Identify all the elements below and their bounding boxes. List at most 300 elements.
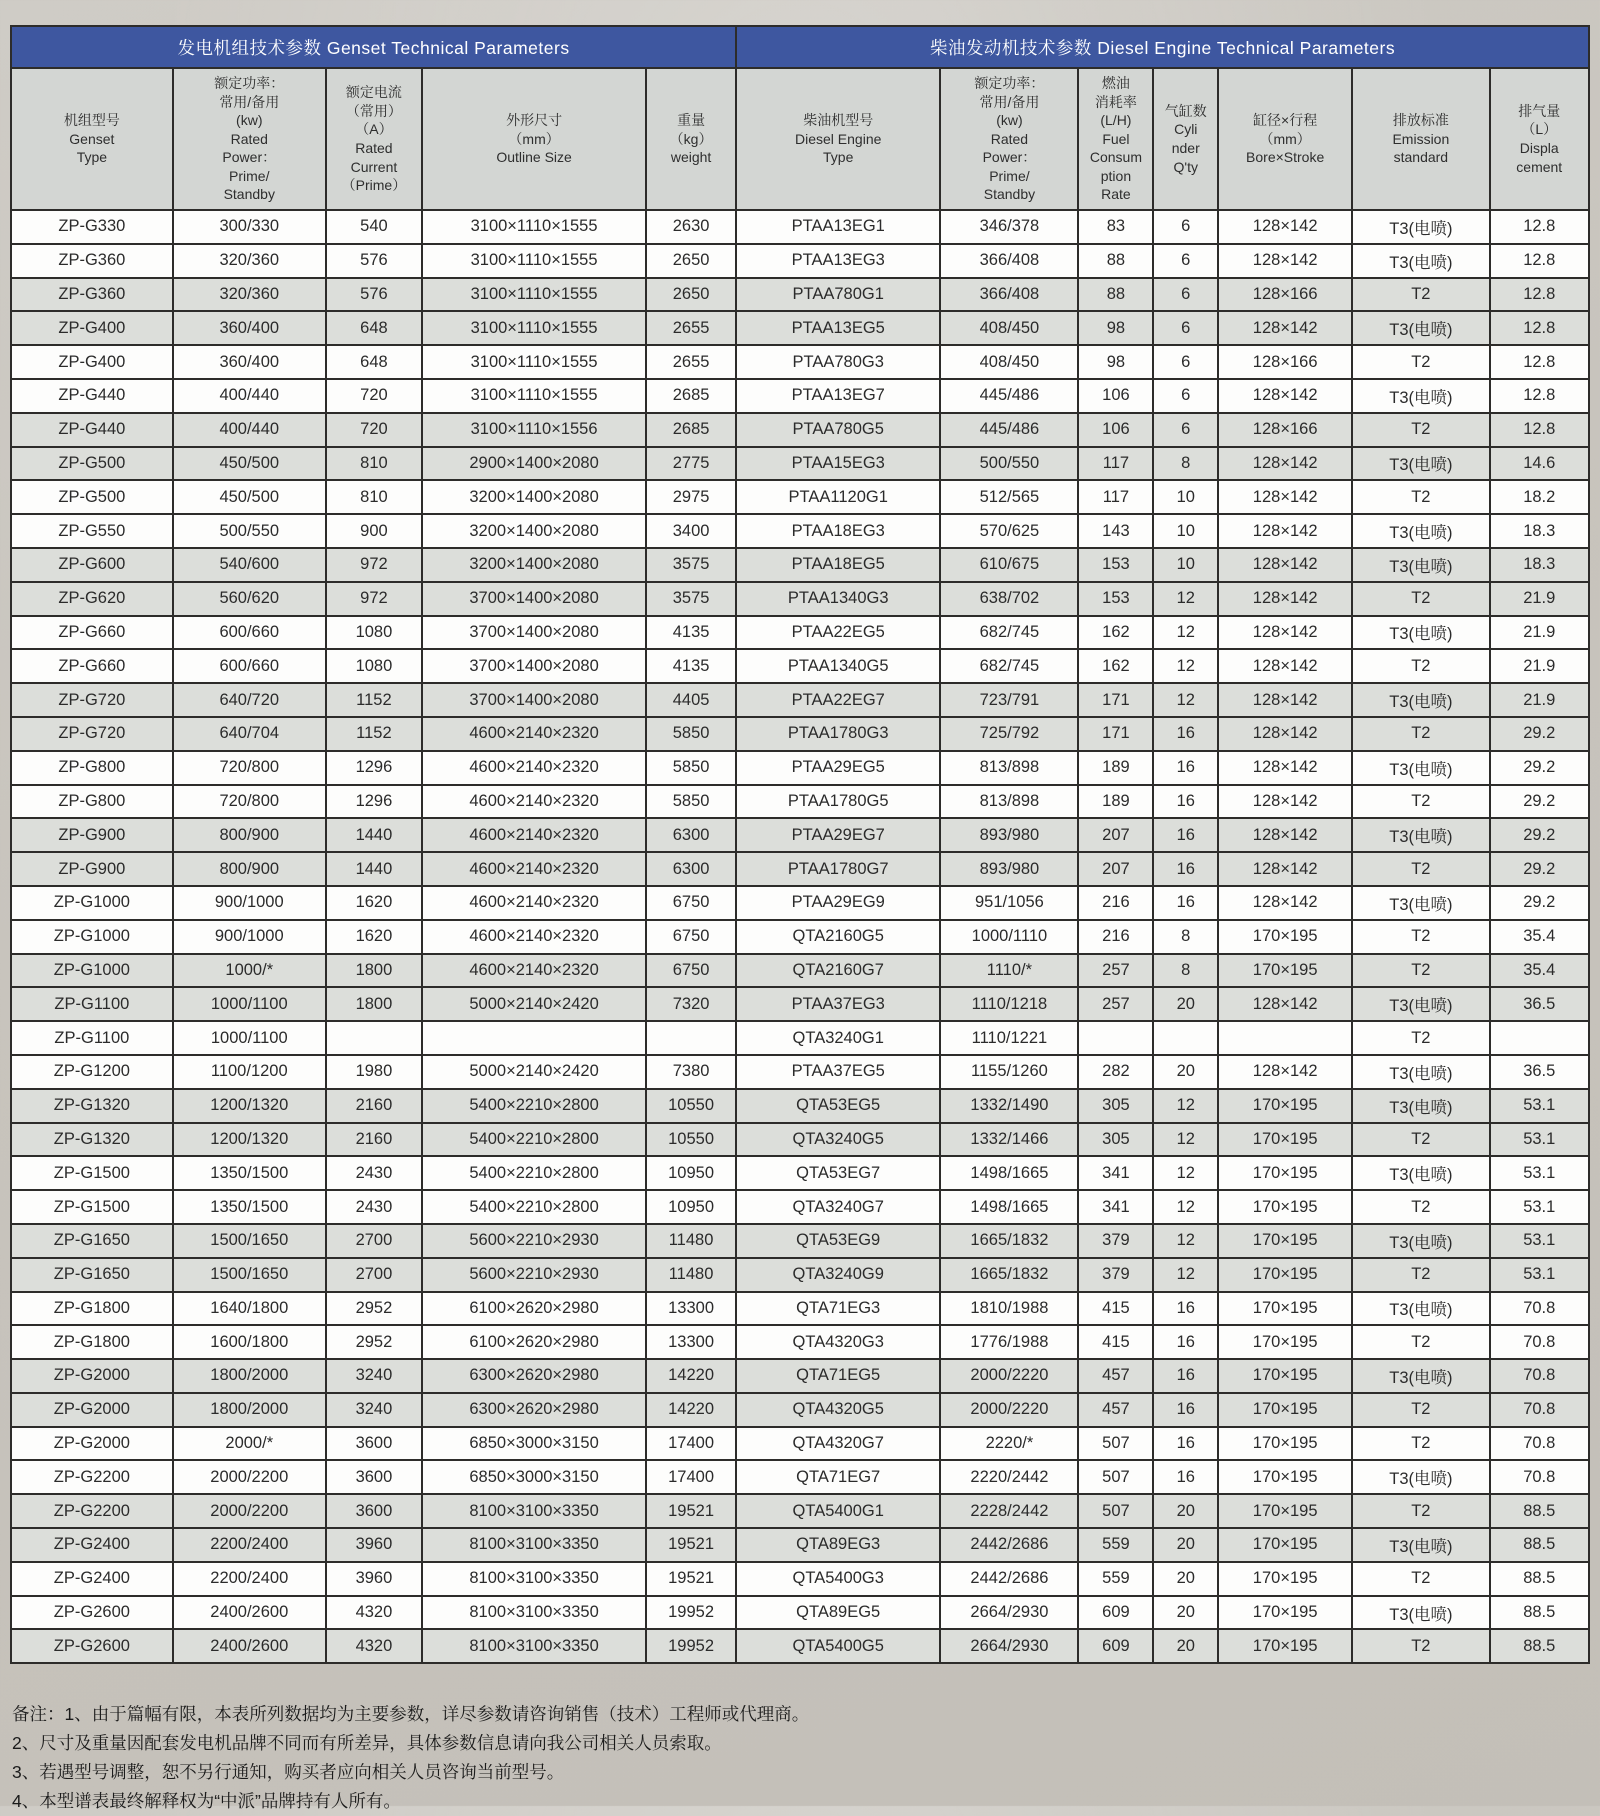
cell-outline_size: 6100×2620×2980 (422, 1292, 646, 1326)
header-line: Rated (990, 130, 1029, 147)
cell-fuel_consumption: 609 (1078, 1596, 1153, 1630)
cell-outline_size: 3100×1110×1555 (422, 244, 646, 278)
cell-cylinder_qty: 12 (1153, 1190, 1218, 1224)
header-line: nder (1171, 140, 1200, 156)
cell-genset_type: ZP-G1650 (11, 1258, 173, 1292)
header-line: （mm） (1259, 130, 1311, 147)
cell-weight: 17400 (646, 1427, 736, 1461)
cell-cylinder_qty: 16 (1153, 1393, 1218, 1427)
column-header-bore_stroke (1218, 68, 1352, 210)
header-line: Current (350, 158, 398, 175)
cell-cylinder_qty: 8 (1153, 920, 1218, 954)
spec-row (11, 1528, 1589, 1562)
cell-engine_type: PTAA29EG7 (736, 818, 940, 852)
cell-weight: 7320 (646, 987, 736, 1021)
cell-engine_rated_power: 682/745 (940, 649, 1078, 683)
cell-outline_size: 3200×1400×2080 (422, 548, 646, 582)
spec-row (11, 886, 1589, 920)
cell-engine_rated_power: 2442/2686 (940, 1562, 1078, 1596)
spec-row (11, 987, 1589, 1021)
cell-bore_stroke: 128×142 (1218, 210, 1352, 244)
cell-cylinder_qty: 6 (1153, 244, 1218, 278)
cell-engine_type: PTAA780G3 (736, 345, 940, 379)
spec-row (11, 311, 1589, 345)
cell-displacement: 70.8 (1490, 1460, 1590, 1494)
header-line: Prime/ (989, 167, 1030, 184)
cell-cylinder_qty: 20 (1153, 1528, 1218, 1562)
cell-fuel_consumption: 379 (1078, 1224, 1153, 1258)
cell-weight (646, 1021, 736, 1055)
cell-outline_size: 5000×2140×2420 (422, 987, 646, 1021)
header-line: (L/H) (1100, 112, 1132, 129)
cell-weight: 6750 (646, 954, 736, 988)
cell-genset_type: ZP-G1200 (11, 1055, 173, 1089)
cell-outline_size: 6850×3000×3150 (422, 1460, 646, 1494)
footnote-line: 3、若遇型号调整，恕不另行通知，购买者应向相关人员咨询当前型号。 (12, 1762, 565, 1782)
cell-genset_type: ZP-G1100 (11, 1021, 173, 1055)
cell-genset_rated_power: 450/500 (173, 480, 326, 514)
cell-cylinder_qty: 12 (1153, 616, 1218, 650)
cell-fuel_consumption: 88 (1078, 244, 1153, 278)
cell-emission_standard: T3(电喷) (1352, 751, 1489, 785)
header-line: Consum (1089, 149, 1142, 166)
cell-weight: 13300 (646, 1325, 736, 1359)
cell-rated_current: 3240 (326, 1359, 422, 1393)
cell-cylinder_qty: 16 (1153, 785, 1218, 819)
cell-fuel_consumption: 171 (1078, 683, 1153, 717)
cell-bore_stroke: 128×142 (1218, 582, 1352, 616)
cell-rated_current: 1296 (326, 751, 422, 785)
cell-outline_size: 5400×2210×2800 (422, 1089, 646, 1123)
cell-weight: 5850 (646, 751, 736, 785)
cell-cylinder_qty: 6 (1153, 413, 1218, 447)
cell-fuel_consumption: 507 (1078, 1427, 1153, 1461)
cell-bore_stroke: 128×142 (1218, 244, 1352, 278)
cell-genset_rated_power: 1500/1650 (173, 1258, 326, 1292)
column-header-rated_current (326, 68, 422, 210)
spec-row (11, 1629, 1589, 1663)
cell-weight: 4135 (646, 649, 736, 683)
spec-row (11, 1494, 1589, 1528)
cell-weight: 6300 (646, 818, 736, 852)
cell-genset_rated_power: 1800/2000 (173, 1393, 326, 1427)
spec-row (11, 616, 1589, 650)
cell-bore_stroke: 170×195 (1218, 1123, 1352, 1157)
cell-fuel_consumption: 98 (1078, 345, 1153, 379)
spec-row (11, 1325, 1589, 1359)
cell-emission_standard: T3(电喷) (1352, 1528, 1489, 1562)
header-line: 排气量 (1518, 102, 1561, 119)
header-line: 柴油机型号 (803, 112, 874, 129)
column-header-engine_rated_power (940, 68, 1078, 210)
column-header-genset_rated_power (173, 68, 326, 210)
cell-genset_type: ZP-G900 (11, 852, 173, 886)
cell-bore_stroke: 170×195 (1218, 1156, 1352, 1190)
cell-cylinder_qty: 12 (1153, 1123, 1218, 1157)
cell-engine_type: QTA4320G7 (736, 1427, 940, 1461)
cell-engine_type: PTAA22EG5 (736, 616, 940, 650)
cell-outline_size: 8100×3100×3350 (422, 1562, 646, 1596)
cell-rated_current: 2700 (326, 1258, 422, 1292)
cell-cylinder_qty: 6 (1153, 278, 1218, 312)
cell-bore_stroke: 128×142 (1218, 480, 1352, 514)
cell-bore_stroke: 170×195 (1218, 954, 1352, 988)
cell-genset_type: ZP-G500 (11, 480, 173, 514)
cell-bore_stroke: 170×195 (1218, 1427, 1352, 1461)
cell-cylinder_qty: 12 (1153, 582, 1218, 616)
cell-rated_current: 1152 (326, 683, 422, 717)
cell-rated_current: 576 (326, 244, 422, 278)
cell-cylinder_qty: 16 (1153, 818, 1218, 852)
cell-genset_type: ZP-G2000 (11, 1393, 173, 1427)
cell-fuel_consumption: 98 (1078, 311, 1153, 345)
cell-genset_type: ZP-G1000 (11, 920, 173, 954)
cell-rated_current: 900 (326, 514, 422, 548)
cell-emission_standard: T3(电喷) (1352, 1224, 1489, 1258)
header-line: Bore×Stroke (1246, 149, 1325, 166)
cell-emission_standard: T2 (1352, 1494, 1489, 1528)
cell-engine_rated_power: 2664/2930 (940, 1629, 1078, 1663)
cell-engine_type: PTAA22EG7 (736, 683, 940, 717)
cell-outline_size: 6300×2620×2980 (422, 1359, 646, 1393)
cell-weight: 14220 (646, 1393, 736, 1427)
cell-bore_stroke: 128×142 (1218, 514, 1352, 548)
cell-fuel_consumption: 216 (1078, 886, 1153, 920)
cell-engine_type: QTA5400G3 (736, 1562, 940, 1596)
cell-engine_rated_power: 951/1056 (940, 886, 1078, 920)
cell-engine_rated_power: 1498/1665 (940, 1190, 1078, 1224)
cell-rated_current: 3240 (326, 1393, 422, 1427)
cell-genset_rated_power: 900/1000 (173, 920, 326, 954)
cell-genset_rated_power: 2000/2200 (173, 1460, 326, 1494)
header-line: 气缸数 (1164, 102, 1207, 119)
cell-bore_stroke: 128×142 (1218, 649, 1352, 683)
cell-emission_standard: T2 (1352, 1325, 1489, 1359)
header-line: （mm） (508, 130, 560, 147)
cell-rated_current: 648 (326, 345, 422, 379)
header-line: 排放标准 (1392, 112, 1449, 129)
cell-engine_rated_power: 1498/1665 (940, 1156, 1078, 1190)
cell-outline_size: 3100×1110×1555 (422, 311, 646, 345)
cell-genset_type: ZP-G1000 (11, 886, 173, 920)
cell-rated_current: 720 (326, 379, 422, 413)
cell-weight: 2685 (646, 413, 736, 447)
cell-engine_rated_power: 1110/* (940, 954, 1078, 988)
spec-row (11, 751, 1589, 785)
cell-emission_standard: T2 (1352, 785, 1489, 819)
cell-displacement: 53.1 (1490, 1224, 1590, 1258)
cell-engine_rated_power: 445/486 (940, 413, 1078, 447)
spec-row (11, 1190, 1589, 1224)
cell-emission_standard: T2 (1352, 1190, 1489, 1224)
cell-displacement: 12.8 (1490, 379, 1590, 413)
header-line: Type (76, 149, 108, 166)
cell-engine_rated_power: 346/378 (940, 210, 1078, 244)
cell-genset_type: ZP-G440 (11, 379, 173, 413)
cell-engine_rated_power: 1665/1832 (940, 1258, 1078, 1292)
cell-rated_current: 1620 (326, 886, 422, 920)
cell-bore_stroke: 170×195 (1218, 1494, 1352, 1528)
cell-engine_type: PTAA1780G3 (736, 717, 940, 751)
cell-displacement: 88.5 (1490, 1528, 1590, 1562)
cell-outline_size: 5400×2210×2800 (422, 1190, 646, 1224)
cell-displacement: 36.5 (1490, 987, 1590, 1021)
cell-engine_type: QTA71EG5 (736, 1359, 940, 1393)
cell-cylinder_qty: 12 (1153, 1156, 1218, 1190)
cell-outline_size: 3700×1400×2080 (422, 582, 646, 616)
cell-engine_type: QTA5400G1 (736, 1494, 940, 1528)
footnotes (12, 1700, 1582, 1816)
cell-rated_current: 1440 (326, 852, 422, 886)
spec-row (11, 548, 1589, 582)
cell-emission_standard: T2 (1352, 649, 1489, 683)
cell-rated_current: 972 (326, 548, 422, 582)
cell-genset_rated_power: 600/660 (173, 649, 326, 683)
spec-row (11, 1359, 1589, 1393)
cell-genset_rated_power: 1100/1200 (173, 1055, 326, 1089)
cell-engine_rated_power: 1776/1988 (940, 1325, 1078, 1359)
cell-weight: 2650 (646, 244, 736, 278)
cell-engine_rated_power: 2664/2930 (940, 1596, 1078, 1630)
cell-engine_rated_power: 1665/1832 (940, 1224, 1078, 1258)
cell-engine_rated_power: 1110/1218 (940, 987, 1078, 1021)
cell-bore_stroke: 128×142 (1218, 616, 1352, 650)
cell-bore_stroke: 128×142 (1218, 717, 1352, 751)
cell-emission_standard: T2 (1352, 345, 1489, 379)
cell-genset_type: ZP-G720 (11, 717, 173, 751)
cell-fuel_consumption: 341 (1078, 1156, 1153, 1190)
cell-weight: 2775 (646, 447, 736, 481)
cell-bore_stroke: 170×195 (1218, 1359, 1352, 1393)
header-line: Rated (230, 130, 268, 147)
cell-genset_rated_power: 300/330 (173, 210, 326, 244)
cell-genset_type: ZP-G600 (11, 548, 173, 582)
cell-engine_rated_power: 813/898 (940, 751, 1078, 785)
cell-displacement: 21.9 (1490, 683, 1590, 717)
cell-bore_stroke: 128×142 (1218, 886, 1352, 920)
cell-displacement: 53.1 (1490, 1123, 1590, 1157)
cell-displacement: 70.8 (1490, 1427, 1590, 1461)
cell-outline_size: 5600×2210×2930 (422, 1224, 646, 1258)
cell-outline_size: 4600×2140×2320 (422, 886, 646, 920)
cell-weight: 4405 (646, 683, 736, 717)
cell-genset_rated_power: 2000/2200 (173, 1494, 326, 1528)
cell-fuel_consumption: 257 (1078, 954, 1153, 988)
spec-row (11, 1562, 1589, 1596)
cell-engine_type: PTAA29EG9 (736, 886, 940, 920)
cell-emission_standard: T3(电喷) (1352, 987, 1489, 1021)
cell-genset_type: ZP-G1650 (11, 1224, 173, 1258)
cell-weight: 3575 (646, 582, 736, 616)
cell-genset_type: ZP-G1100 (11, 987, 173, 1021)
column-header-genset_type (11, 68, 173, 210)
cell-cylinder_qty: 16 (1153, 1292, 1218, 1326)
cell-rated_current: 4320 (326, 1596, 422, 1630)
cell-emission_standard: T2 (1352, 717, 1489, 751)
cell-emission_standard: T2 (1352, 954, 1489, 988)
cell-engine_type: QTA71EG3 (736, 1292, 940, 1326)
cell-cylinder_qty: 10 (1153, 514, 1218, 548)
header-line: Q'ty (1173, 158, 1198, 175)
cell-outline_size: 4600×2140×2320 (422, 785, 646, 819)
cell-genset_rated_power: 2400/2600 (173, 1596, 326, 1630)
cell-engine_type: PTAA780G1 (736, 278, 940, 312)
header-line: 额定功率： (974, 74, 1045, 91)
cell-genset_type: ZP-G500 (11, 447, 173, 481)
cell-genset_type: ZP-G2000 (11, 1359, 173, 1393)
header-line: weight (670, 149, 712, 166)
cell-engine_rated_power: 1000/1110 (940, 920, 1078, 954)
cell-emission_standard: T2 (1352, 1258, 1489, 1292)
cell-genset_rated_power: 1640/1800 (173, 1292, 326, 1326)
cell-displacement: 12.8 (1490, 278, 1590, 312)
cell-emission_standard: T3(电喷) (1352, 210, 1489, 244)
cell-weight: 2650 (646, 278, 736, 312)
cell-fuel_consumption: 282 (1078, 1055, 1153, 1089)
cell-displacement (1490, 1021, 1590, 1055)
cell-weight: 5850 (646, 717, 736, 751)
spec-row (11, 1292, 1589, 1326)
cell-weight: 5850 (646, 785, 736, 819)
cell-genset_type: ZP-G440 (11, 413, 173, 447)
cell-engine_type: PTAA13EG5 (736, 311, 940, 345)
cell-genset_rated_power: 400/440 (173, 413, 326, 447)
cell-weight: 3575 (646, 548, 736, 582)
cell-genset_type: ZP-G1320 (11, 1089, 173, 1123)
cell-engine_rated_power: 1810/1988 (940, 1292, 1078, 1326)
cell-genset_rated_power: 640/720 (173, 683, 326, 717)
cell-emission_standard: T2 (1352, 1427, 1489, 1461)
cell-rated_current: 1980 (326, 1055, 422, 1089)
header-line: （kg） (669, 130, 713, 147)
header-line: 燃油 (1101, 74, 1130, 91)
cell-genset_rated_power: 1000/1100 (173, 987, 326, 1021)
cell-displacement: 88.5 (1490, 1494, 1590, 1528)
cell-rated_current: 3960 (326, 1562, 422, 1596)
cell-bore_stroke: 170×195 (1218, 1460, 1352, 1494)
cell-genset_type: ZP-G1800 (11, 1325, 173, 1359)
cell-outline_size: 4600×2140×2320 (422, 920, 646, 954)
cell-rated_current: 3600 (326, 1494, 422, 1528)
cell-cylinder_qty: 6 (1153, 210, 1218, 244)
cell-rated_current: 576 (326, 278, 422, 312)
cell-outline_size: 8100×3100×3350 (422, 1494, 646, 1528)
cell-engine_rated_power: 1110/1221 (940, 1021, 1078, 1055)
cell-cylinder_qty: 20 (1153, 1494, 1218, 1528)
cell-bore_stroke: 170×195 (1218, 1224, 1352, 1258)
spec-row (11, 852, 1589, 886)
cell-fuel_consumption: 207 (1078, 852, 1153, 886)
cell-weight: 19952 (646, 1629, 736, 1663)
spec-row (11, 480, 1589, 514)
cell-weight: 2655 (646, 345, 736, 379)
header-line: 消耗率 (1094, 93, 1137, 110)
cell-emission_standard: T3(电喷) (1352, 886, 1489, 920)
cell-engine_rated_power: 725/792 (940, 717, 1078, 751)
cell-genset_rated_power: 450/500 (173, 447, 326, 481)
diesel-section-header: 柴油发动机技术参数 Diesel Engine Technical Parameters (736, 26, 1589, 68)
cell-engine_type: PTAA1780G5 (736, 785, 940, 819)
cell-weight: 6750 (646, 920, 736, 954)
cell-rated_current: 2430 (326, 1190, 422, 1224)
cell-emission_standard: T3(电喷) (1352, 447, 1489, 481)
cell-weight: 7380 (646, 1055, 736, 1089)
cell-outline_size: 4600×2140×2320 (422, 818, 646, 852)
cell-cylinder_qty: 16 (1153, 717, 1218, 751)
header-line: Emission (1392, 130, 1450, 147)
cell-genset_rated_power: 800/900 (173, 852, 326, 886)
cell-genset_rated_power: 360/400 (173, 311, 326, 345)
cell-emission_standard: T2 (1352, 1393, 1489, 1427)
cell-cylinder_qty: 20 (1153, 1629, 1218, 1663)
cell-engine_rated_power: 638/702 (940, 582, 1078, 616)
spec-row (11, 920, 1589, 954)
cell-emission_standard: T3(电喷) (1352, 311, 1489, 345)
cell-engine_type: PTAA780G5 (736, 413, 940, 447)
cell-genset_type: ZP-G550 (11, 514, 173, 548)
cell-displacement: 88.5 (1490, 1562, 1590, 1596)
spec-row (11, 649, 1589, 683)
header-line: 常用/备用 (219, 93, 280, 110)
cell-fuel_consumption: 415 (1078, 1292, 1153, 1326)
cell-outline_size: 5000×2140×2420 (422, 1055, 646, 1089)
cell-bore_stroke: 128×166 (1218, 345, 1352, 379)
cell-cylinder_qty: 12 (1153, 1258, 1218, 1292)
cell-genset_type: ZP-G720 (11, 683, 173, 717)
cell-cylinder_qty: 6 (1153, 379, 1218, 413)
header-line: Diesel Engine (795, 130, 882, 147)
cell-genset_rated_power: 800/900 (173, 818, 326, 852)
cell-bore_stroke: 170×195 (1218, 1629, 1352, 1663)
cell-displacement: 53.1 (1490, 1190, 1590, 1224)
cell-engine_rated_power: 1155/1260 (940, 1055, 1078, 1089)
header-line: Displa (1519, 140, 1559, 156)
cell-engine_type: PTAA1120G1 (736, 480, 940, 514)
cell-rated_current: 540 (326, 210, 422, 244)
cell-weight: 2975 (646, 480, 736, 514)
cell-fuel_consumption: 189 (1078, 751, 1153, 785)
cell-engine_type: QTA3240G9 (736, 1258, 940, 1292)
cell-weight: 2685 (646, 379, 736, 413)
header-line: (kw) (236, 112, 263, 129)
cell-outline_size: 6850×3000×3150 (422, 1427, 646, 1461)
cell-engine_type: PTAA13EG3 (736, 244, 940, 278)
header-line: （Prime） (341, 177, 407, 194)
cell-genset_rated_power: 320/360 (173, 278, 326, 312)
cell-genset_type: ZP-G800 (11, 751, 173, 785)
cell-displacement: 12.8 (1490, 210, 1590, 244)
cell-fuel_consumption: 379 (1078, 1258, 1153, 1292)
cell-emission_standard: T3(电喷) (1352, 1460, 1489, 1494)
cell-genset_type: ZP-G1320 (11, 1123, 173, 1157)
cell-engine_rated_power: 408/450 (940, 345, 1078, 379)
header-line: 缸径×行程 (1253, 112, 1318, 129)
cell-weight: 13300 (646, 1292, 736, 1326)
cell-cylinder_qty: 12 (1153, 683, 1218, 717)
cell-engine_rated_power: 408/450 (940, 311, 1078, 345)
column-header-row (11, 68, 1589, 210)
cell-emission_standard: T3(电喷) (1352, 818, 1489, 852)
cell-outline_size: 4600×2140×2320 (422, 954, 646, 988)
cell-engine_type: QTA89EG3 (736, 1528, 940, 1562)
cell-genset_type: ZP-G1000 (11, 954, 173, 988)
cell-rated_current: 3960 (326, 1528, 422, 1562)
cell-bore_stroke: 170×195 (1218, 1528, 1352, 1562)
cell-bore_stroke: 128×142 (1218, 785, 1352, 819)
column-header-outline_size (422, 68, 646, 210)
spec-row (11, 717, 1589, 751)
cell-emission_standard: T3(电喷) (1352, 1596, 1489, 1630)
